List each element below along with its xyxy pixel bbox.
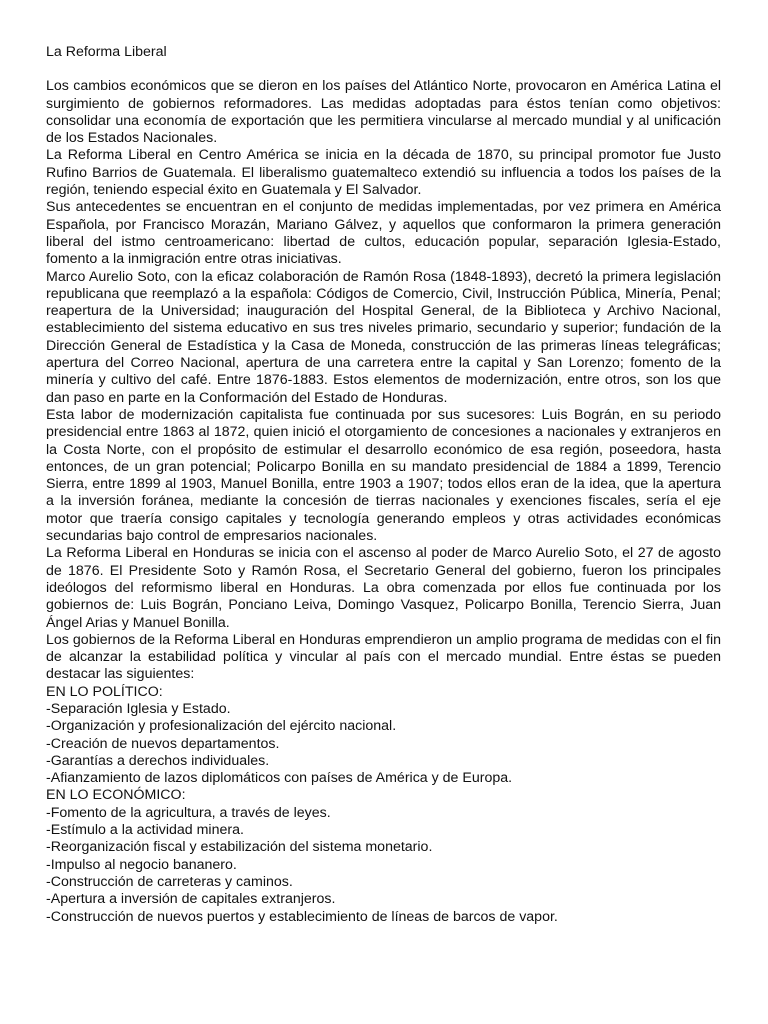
- paragraph-measures-intro: Los gobiernos de la Reforma Liberal en Honduras emprendieron un amplio programa de medidas con el fin de alcanzar la estabilidad política y vincular al país con el mercado mundial. Entre éstas se pueden destacar las siguientes:: [46, 631, 721, 683]
- list-item: -Organización y profesionalización del ejército nacional.: [46, 718, 397, 735]
- list-item: -Garantías a derechos individuales.: [46, 752, 270, 769]
- paragraph-antecedents: Sus antecedentes se encuentran en el conjunto de medidas implementadas, por vez primera en América Española, por Francisco Morazán, Mariano Gálvez, y aquellos que conformaron la primera generación liberal del istmo centroamericano: libertad de cultos, educación popular, separación Iglesia-Estado, fomento a la inmigración entre otras iniciativas.: [46, 199, 721, 268]
- list-item: -Reorganización fiscal y estabilización del sistema monetario.: [46, 839, 433, 856]
- list-item: -Creación de nuevos departamentos.: [46, 735, 280, 752]
- document-title: La Reforma Liberal: [46, 44, 167, 60]
- document-page: [46, 44, 721, 926]
- list-item: -Estímulo a la actividad minera.: [46, 822, 244, 839]
- paragraph-central-america: La Reforma Liberal en Centro América se inicia en la década de 1870, su principal promotor fue Justo Rufino Barrios de Guatemala. El liberalismo guatemalteco extendió su influencia a todos los países de la región, teniendo especial éxito en Guatemala y El Salvador.: [46, 147, 721, 199]
- paragraph-atlantic-changes: Los cambios económicos que se dieron en los países del Atlántico Norte, provocaron en América Latina el surgimiento de gobiernos reformadores. Las medidas adoptadas para éstos tenían como objetivos: consolidar una economía de exportación que les permitiera vincularse al mercado mundial y al unificación de los Estados Nacionales.: [46, 78, 721, 147]
- paragraph-marco-aurelio-soto: Marco Aurelio Soto, con la eficaz colaboración de Ramón Rosa (1848-1893), decretó la primera legislación republicana que reemplazó a la española: Códigos de Comercio, Civil, Instrucción Pública, Minería, Penal; reapertura de la Universidad; inauguración del Hospital General, de la Biblioteca y Archivo Nacional, establecimiento del sistema educativo en sus tres niveles primario, secundario y superior; fundación de la Dirección General de Estadística y la Casa de Moneda, construcción de las primeras líneas telegráficas; apertura del Correo Nacional, apertura de una carretera entre la capital y San Lorenzo; fomento de la minería y cultivo del café. Entre 1876-1883. Estos elementos de modernización, entre otros, son los que dan paso en parte en la Conformación del Estado de Honduras.: [46, 268, 721, 406]
- list-item: -Construcción de carreteras y caminos.: [46, 873, 293, 890]
- political-heading: EN LO POLÍTICO:: [46, 683, 163, 700]
- economic-heading: EN LO ECONÓMICO:: [46, 787, 186, 804]
- list-item: -Impulso al negocio bananero.: [46, 856, 237, 873]
- economic-measures-list: [46, 805, 721, 926]
- list-item: -Afianzamiento de lazos diplomáticos con países de América y de Europa.: [46, 770, 513, 787]
- list-item: -Apertura a inversión de capitales extranjeros.: [46, 891, 336, 908]
- list-item: -Construcción de nuevos puertos y establecimiento de líneas de barcos de vapor.: [46, 908, 558, 925]
- list-item: -Separación Iglesia y Estado.: [46, 700, 231, 717]
- paragraph-successors: Esta labor de modernización capitalista fue continuada por sus sucesores: Luis Bográn, en su periodo presidencial entre 1863 al 1872, quien inició el otorgamiento de concesiones a nacionales y extranjeros en la Costa Norte, con el propósito de estimular el desarrollo económico de esa región, poseedora, hasta entonces, de un gran potencial; Policarpo Bonilla en su mandato presidencial de 1884 a 1899, Terencio Sierra, entre 1899 al 1903, Manuel Bonilla, entre 1903 a 1907; todos ellos eran de la idea, que la apertura a la inversión foránea, mediante la concesión de tierras nacionales y exenciones fiscales, sería el eje motor que traería consigo capitales y tecnología generando empleos y otras actividades económicas secundarias bajo control de empresarios nacionales.: [46, 406, 721, 545]
- paragraph-reform-honduras: La Reforma Liberal en Honduras se inicia con el ascenso al poder de Marco Aurelio Soto, el 27 de agosto de 1876. El Presidente Soto y Ramón Rosa, el Secretario General del gobierno, fueron los principales ideólogos del reformismo liberal en Honduras. La obra comenzada por ellos fue continuada por los gobiernos de: Luis Bográn, Ponciano Leiva, Domingo Vasquez, Policarpo Bonilla, Terencio Sierra, Juan Ángel Arias y Manuel Bonilla.: [46, 545, 721, 631]
- list-item: -Fomento de la agricultura, a través de leyes.: [46, 804, 331, 821]
- political-measures-list: [46, 701, 721, 787]
